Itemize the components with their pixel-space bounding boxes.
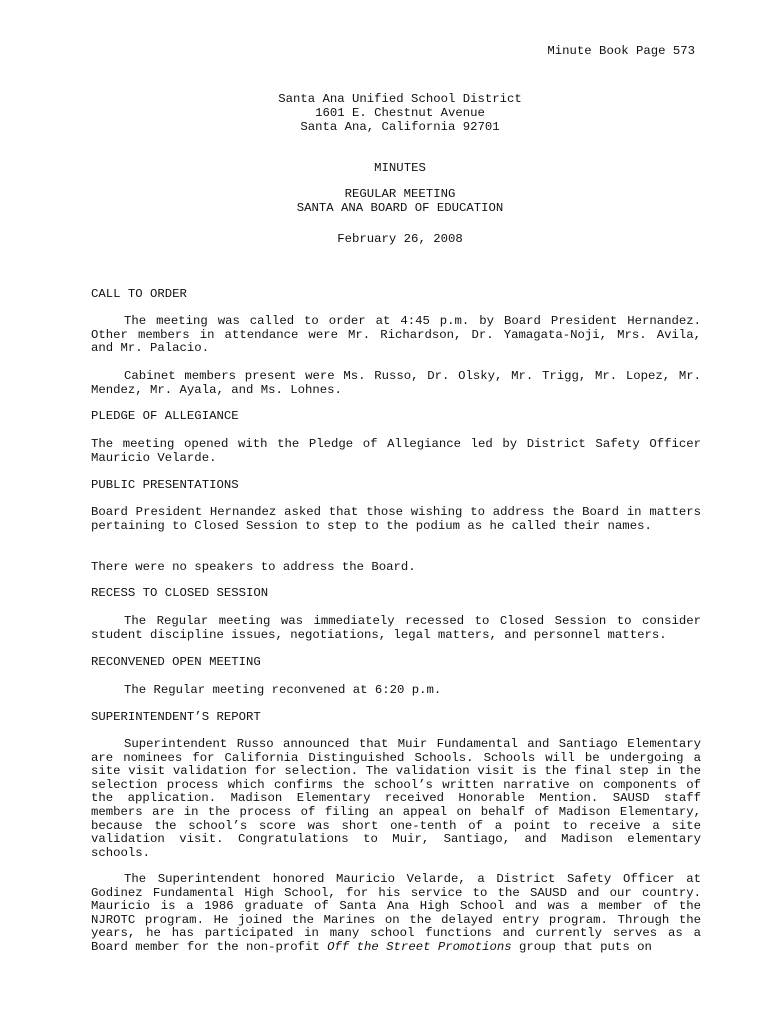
heading-call-to-order: CALL TO ORDER xyxy=(91,287,187,301)
minute-book-page-ref: Minute Book Page 573 xyxy=(547,44,695,58)
heading-recess: RECESS TO CLOSED SESSION xyxy=(91,586,269,600)
velarde-text-end: group that puts on xyxy=(511,939,652,954)
district-street: 1601 E. Chestnut Avenue xyxy=(315,106,485,120)
no-speakers-paragraph: There were no speakers to address the Board. xyxy=(91,560,416,574)
pledge-paragraph: The meeting opened with the Pledge of Allegiance led by District Safety Officer Mauricio Velarde. xyxy=(91,437,701,465)
superintendent-paragraph-velarde xyxy=(91,873,701,955)
board-name: SANTA ANA BOARD OF EDUCATION xyxy=(296,201,504,215)
heading-superintendent-report: SUPERINTENDENT’S REPORT xyxy=(91,710,261,724)
recess-paragraph: The Regular meeting was immediately recessed to Closed Session to consider student discipline issues, negotiations, legal matters, and personnel matters. xyxy=(91,614,701,642)
organization-name: Off the Street Promotions xyxy=(327,939,512,954)
meeting-type: REGULAR MEETING xyxy=(344,187,456,201)
district-name: Santa Ana Unified School District xyxy=(278,92,522,106)
heading-reconvened: RECONVENED OPEN MEETING xyxy=(91,655,261,669)
superintendent-paragraph-schools: Superintendent Russo announced that Muir Fundamental and Santiago Elementary are nominees for California Distinguished Schools. Schools will be undergoing a site visit validation for selection. The validation visit is the final step in the selection process which confirms the school’s written narrative on components of the application. Madison Elementary received Honorable Mention. SAUSD staff members are in the process of filing an appeal on behalf of Madison Elementary, because the school’s score was short one-tenth of a point to receive a site validation visit. Congratulations to Muir, Santiago, and Madison elementary schools. xyxy=(91,737,701,860)
call-to-order-paragraph: The meeting was called to order at 4:45 p.m. by Board President Hernandez. Other members in attendance were Mr. Richardson, Dr. Yamagata-Noji, Mrs. Avila, and Mr. Palacio. xyxy=(91,314,701,356)
cabinet-members-paragraph: Cabinet members present were Ms. Russo, Dr. Olsky, Mr. Trigg, Mr. Lopez, Mr. Mendez, Mr. Ayala, and Ms. Lohnes. xyxy=(91,369,701,397)
velarde-text-start: The Superintendent honored Mauricio Velarde, a District Safety Officer at Godinez Fundamental High School, for his service to the SAUSD and our country. Mauricio is a 1986 graduate of Santa Ana High School and was a member of the NJROTC program. He joined the Marines on the delayed entry program. Through the years, he has participated in many school functions and currently serves as a Board member for the non-profit xyxy=(91,872,701,954)
minutes-title: MINUTES xyxy=(374,161,426,175)
public-presentations-paragraph: Board President Hernandez asked that those wishing to address the Board in matters pertaining to Closed Session to step to the podium as he called their names. xyxy=(91,505,701,533)
district-city: Santa Ana, California 92701 xyxy=(300,120,500,134)
meeting-date: February 26, 2008 xyxy=(337,232,463,246)
heading-public-presentations: PUBLIC PRESENTATIONS xyxy=(91,478,239,492)
reconvened-paragraph: The Regular meeting reconvened at 6:20 p.m. xyxy=(124,683,442,697)
heading-pledge: PLEDGE OF ALLEGIANCE xyxy=(91,409,239,423)
